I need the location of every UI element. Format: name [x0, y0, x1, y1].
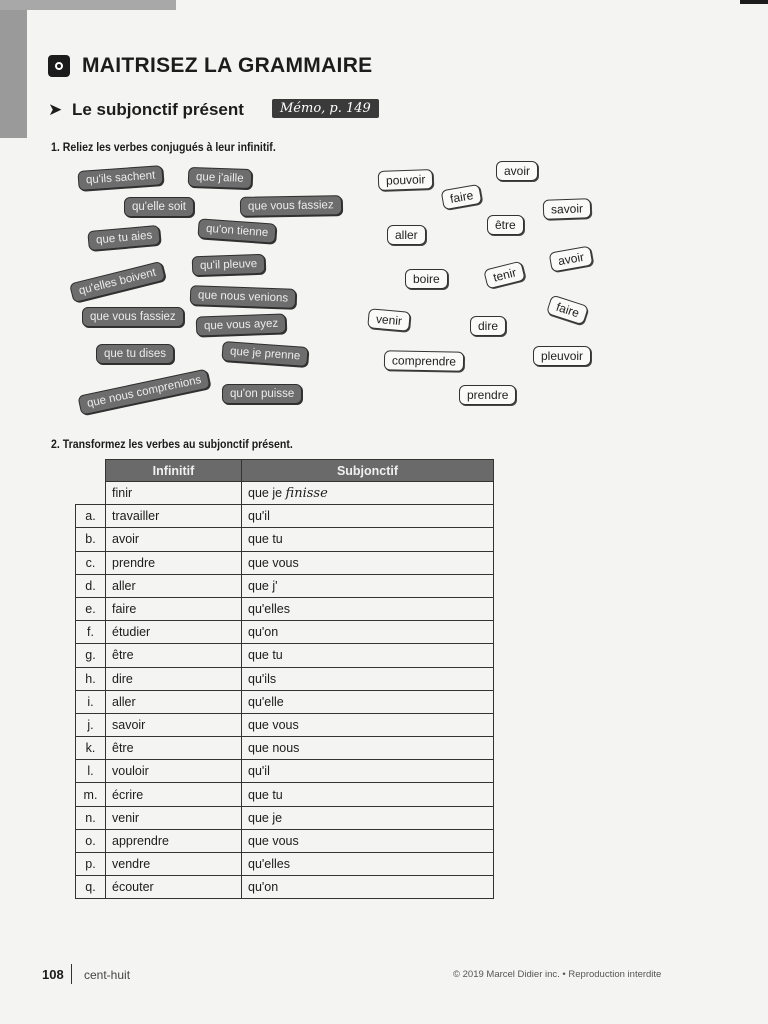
row-subjunctive-input[interactable]: que j'	[242, 574, 494, 597]
exercise-1-instruction: 1. Reliez les verbes conjugués à leur infinitif.	[51, 140, 276, 154]
page-title: MAITRISEZ LA GRAMMAIRE	[82, 54, 373, 77]
example-row	[76, 482, 494, 505]
page-number-words: cent-huit	[84, 968, 131, 982]
infinitive-chip[interactable]: comprendre	[384, 350, 464, 371]
row-letter	[76, 482, 106, 505]
row-letter: h.	[76, 667, 106, 690]
row-infinitive: vendre	[106, 853, 242, 876]
row-subjunctive-input[interactable]: qu'ils	[242, 667, 494, 690]
infinitive-chip[interactable]: avoir	[496, 161, 538, 181]
row-subjunctive-input[interactable]: que tu	[242, 528, 494, 551]
row-subjunctive-input[interactable]: qu'elle	[242, 690, 494, 713]
section-title: Le subjonctif présent	[72, 100, 244, 119]
conjugated-chip[interactable]: que nous venions	[190, 285, 297, 309]
table-row	[76, 505, 494, 528]
row-infinitive: être	[106, 737, 242, 760]
row-letter: g.	[76, 644, 106, 667]
row-subjunctive-input[interactable]: que vous	[242, 713, 494, 736]
table-row	[76, 621, 494, 644]
row-subjunctive-input[interactable]: que je	[242, 806, 494, 829]
table-row	[76, 597, 494, 620]
row-letter: i.	[76, 690, 106, 713]
row-infinitive: vouloir	[106, 760, 242, 783]
table-corner	[76, 460, 106, 482]
infinitive-chip[interactable]: dire	[470, 316, 506, 336]
infinitive-chip[interactable]: tenir	[483, 261, 526, 290]
row-subjunctive-input[interactable]: qu'il	[242, 760, 494, 783]
corner-mark	[740, 0, 768, 4]
conjugated-chip[interactable]: que j'aille	[188, 167, 252, 189]
conjugated-chip[interactable]: qu'on puisse	[222, 384, 302, 404]
row-infinitive: savoir	[106, 713, 242, 736]
row-letter: p.	[76, 853, 106, 876]
row-letter: m.	[76, 783, 106, 806]
exercise-2-instruction: 2. Transformez les verbes au subjonctif présent.	[51, 437, 293, 451]
infinitive-chip[interactable]: faire	[546, 294, 590, 325]
infinitive-chip[interactable]: venir	[367, 308, 411, 332]
row-subjunctive-input[interactable]: qu'on	[242, 621, 494, 644]
row-subjunctive-input[interactable]: que vous	[242, 829, 494, 852]
row-infinitive: aller	[106, 690, 242, 713]
table-row	[76, 760, 494, 783]
infinitive-chip[interactable]: prendre	[459, 385, 516, 405]
infinitive-chip[interactable]: pleuvoir	[533, 346, 591, 366]
copyright-notice: © 2019 Marcel Didier inc. • Reproduction interdite	[453, 969, 662, 980]
infinitive-chip[interactable]: aller	[387, 225, 426, 245]
infinitive-chip[interactable]: boire	[405, 269, 448, 289]
row-letter: b.	[76, 528, 106, 551]
header-subjunctive: Subjonctif	[242, 460, 494, 482]
row-infinitive: travailler	[106, 505, 242, 528]
row-subject: que je	[248, 485, 283, 500]
conjugated-chip[interactable]: qu'on tienne	[197, 218, 277, 243]
row-letter: a.	[76, 505, 106, 528]
handwritten-answer: finisse	[285, 485, 328, 501]
conjugated-chip[interactable]: que vous fassiez	[82, 307, 184, 327]
row-subjunctive-input[interactable]: que tu	[242, 644, 494, 667]
table-row	[76, 644, 494, 667]
row-letter: j.	[76, 713, 106, 736]
row-infinitive: apprendre	[106, 829, 242, 852]
table-row	[76, 876, 494, 899]
header-infinitive: Infinitif	[106, 460, 242, 482]
conjugated-chip[interactable]: que vous ayez	[196, 313, 287, 336]
infinitive-chip[interactable]: faire	[441, 184, 483, 211]
row-infinitive: finir	[106, 482, 242, 505]
conjugated-chip[interactable]: qu'ils sachent	[77, 165, 164, 191]
row-subjunctive-input[interactable]: qu'elles	[242, 597, 494, 620]
table-row	[76, 783, 494, 806]
row-subjunctive-input[interactable]: que nous	[242, 737, 494, 760]
row-subjunctive-input[interactable]: qu'elles	[242, 853, 494, 876]
row-letter: e.	[76, 597, 106, 620]
row-infinitive: dire	[106, 667, 242, 690]
row-letter: n.	[76, 806, 106, 829]
row-letter: k.	[76, 737, 106, 760]
infinitive-chip[interactable]: savoir	[543, 198, 592, 220]
conjugated-chip[interactable]: qu'il pleuve	[192, 254, 266, 277]
row-infinitive: faire	[106, 597, 242, 620]
conjugated-chip[interactable]: que tu aies	[87, 225, 161, 251]
row-infinitive: être	[106, 644, 242, 667]
infinitive-chip[interactable]: être	[487, 215, 524, 235]
row-subjunctive	[242, 482, 494, 505]
conjugated-chip[interactable]: qu'elles boivent	[69, 261, 166, 303]
row-infinitive: venir	[106, 806, 242, 829]
row-letter: f.	[76, 621, 106, 644]
memo-reference-tag: Mémo, p. 149	[272, 99, 379, 118]
table-row	[76, 713, 494, 736]
row-letter: d.	[76, 574, 106, 597]
row-subjunctive-input[interactable]: que tu	[242, 783, 494, 806]
conjugated-chip[interactable]: que vous fassiez	[240, 195, 342, 217]
table-row	[76, 806, 494, 829]
infinitive-chip[interactable]: avoir	[549, 246, 594, 273]
table-row	[76, 528, 494, 551]
infinitive-chip[interactable]: pouvoir	[378, 169, 434, 191]
table-row	[76, 690, 494, 713]
conjugation-table	[75, 459, 494, 899]
table-row	[76, 829, 494, 852]
row-letter: q.	[76, 876, 106, 899]
row-subjunctive-input[interactable]: qu'il	[242, 505, 494, 528]
table-row	[76, 574, 494, 597]
arrow-icon: ➤	[48, 100, 63, 119]
page-edge-band	[0, 0, 27, 138]
row-subjunctive-input[interactable]: qu'on	[242, 876, 494, 899]
row-infinitive: prendre	[106, 551, 242, 574]
conjugated-chip[interactable]: que je prenne	[221, 341, 309, 367]
row-infinitive: écrire	[106, 783, 242, 806]
row-infinitive: étudier	[106, 621, 242, 644]
table-row	[76, 551, 494, 574]
footer-divider	[71, 964, 72, 984]
row-letter: l.	[76, 760, 106, 783]
row-letter: c.	[76, 551, 106, 574]
table-row	[76, 853, 494, 876]
table-row	[76, 667, 494, 690]
section-target-icon	[48, 55, 70, 77]
row-subjunctive-input[interactable]: que vous	[242, 551, 494, 574]
table-row	[76, 737, 494, 760]
row-infinitive: avoir	[106, 528, 242, 551]
top-edge-band	[0, 0, 176, 10]
page-number: 108	[42, 967, 64, 982]
row-letter: o.	[76, 829, 106, 852]
row-infinitive: aller	[106, 574, 242, 597]
conjugated-chip[interactable]: que tu dises	[96, 344, 174, 364]
conjugated-chip[interactable]: que nous comprenions	[77, 368, 211, 415]
conjugated-chip[interactable]: qu'elle soit	[124, 197, 194, 217]
row-infinitive: écouter	[106, 876, 242, 899]
